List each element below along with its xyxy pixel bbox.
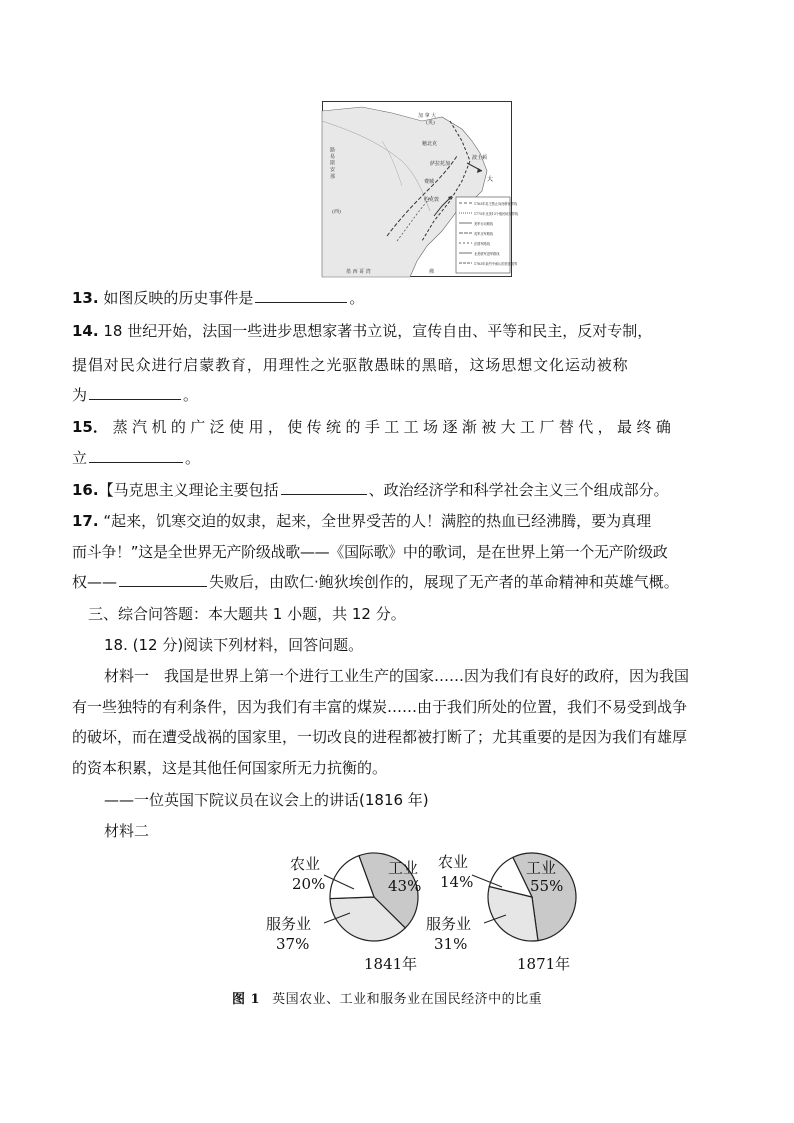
svg-text:大: 大 (487, 176, 494, 183)
q15-answer-blank[interactable] (89, 448, 183, 463)
pie-value-label: 55% (530, 877, 564, 895)
question-17: 17. “起来，饥寒交迫的奴隶，起来，全世界受苦的人！满腔的热血已经沸腾，要为真理 (72, 512, 652, 530)
legend-entry: 英军北军路线 (474, 232, 494, 236)
material-1-source: ——一位英国下院议员在议会上的讲话(1816 年) (104, 791, 429, 809)
question-14: 14. 18 世纪开始，法国一些进步思想家著书立说，宣传自由、平等和民主，反对专制， (72, 322, 653, 340)
pie-year-label: 1841年 (364, 955, 418, 973)
map-label-gulf: 墨 西 哥 湾 (346, 269, 371, 275)
map-label-louisiana: 路 易 斯 安 那 (329, 147, 335, 179)
svg-text:萨拉托加: 萨拉托加 (430, 161, 451, 167)
legend-entry: 美军行动路线 (474, 222, 494, 226)
historical-map (322, 101, 519, 277)
section-3-heading: 三、综合问答题：本大题共 1 小题，共 12 分。 (88, 605, 406, 623)
pie-category-label: 服务业 (426, 915, 472, 933)
legend-entry: 1783年条约中承认的美国国界 (474, 262, 518, 266)
question-13: 13. 如图反映的历史事件是 。 (72, 289, 365, 307)
svg-text:费城: 费城 (424, 179, 435, 185)
legend-entry: 1775年北美13个殖民地分界线 (474, 212, 519, 216)
pie-category-label: 工业 (526, 859, 557, 877)
pie-charts (262, 845, 582, 980)
q17-answer-blank[interactable] (119, 572, 207, 587)
svg-text:波士顿: 波士顿 (472, 155, 488, 161)
legend-entry: 1763年英王禁止向西移民界线 (474, 202, 518, 206)
q14-answer-blank[interactable] (89, 385, 181, 400)
material-2-label: 材料二 (104, 822, 150, 840)
question-15: 15． 蒸汽机的广泛使用，使传统的手工工场逐渐被大工厂替代，最终确 (72, 418, 676, 436)
pie-value-label: 37% (276, 935, 310, 953)
pie-category-label: 服务业 (266, 915, 312, 933)
map-label-canada: 加 拿 大 (418, 113, 437, 119)
svg-text:魁北克: 魁北克 (422, 141, 438, 147)
legend-entry: 北美联军进军路线 (474, 252, 500, 256)
legend-entry: 法国军路线 (474, 242, 490, 246)
question-16: 16.【马克思主义理论主要包括 、政治经济学和科学社会主义三个组成部分。 (72, 481, 669, 499)
pie-category-label: 工业 (388, 859, 419, 877)
pie-category-label: 农业 (290, 855, 321, 873)
pie-value-label: 14% (440, 873, 474, 891)
pie-category-label: 农业 (438, 853, 469, 871)
figure-caption: 图 1 英国农业、工业和服务业在国民经济中的比重 (232, 992, 543, 1007)
pie-value-label: 43% (388, 877, 422, 895)
pie-chart-1871年 (426, 853, 576, 973)
pie-value-label: 31% (434, 935, 468, 953)
question-18-stem: 18. (12 分)阅读下列材料，回答问题。 (104, 636, 364, 654)
svg-text:佛: 佛 (429, 269, 435, 275)
svg-text:(西): (西) (332, 209, 341, 215)
pie-year-label: 1871年 (517, 955, 571, 973)
svg-text:(英): (英) (426, 120, 435, 126)
svg-text:约克敦: 约克敦 (424, 197, 440, 203)
pie-chart-1841年 (266, 853, 421, 973)
material-1: 材料一 我国是世界上第一个进行工业生产的国家……因为我们有良好的政府，因为我国 (104, 667, 690, 685)
q13-answer-blank[interactable] (255, 288, 347, 303)
pie-value-label: 20% (292, 875, 326, 893)
q16-answer-blank[interactable] (281, 480, 367, 495)
